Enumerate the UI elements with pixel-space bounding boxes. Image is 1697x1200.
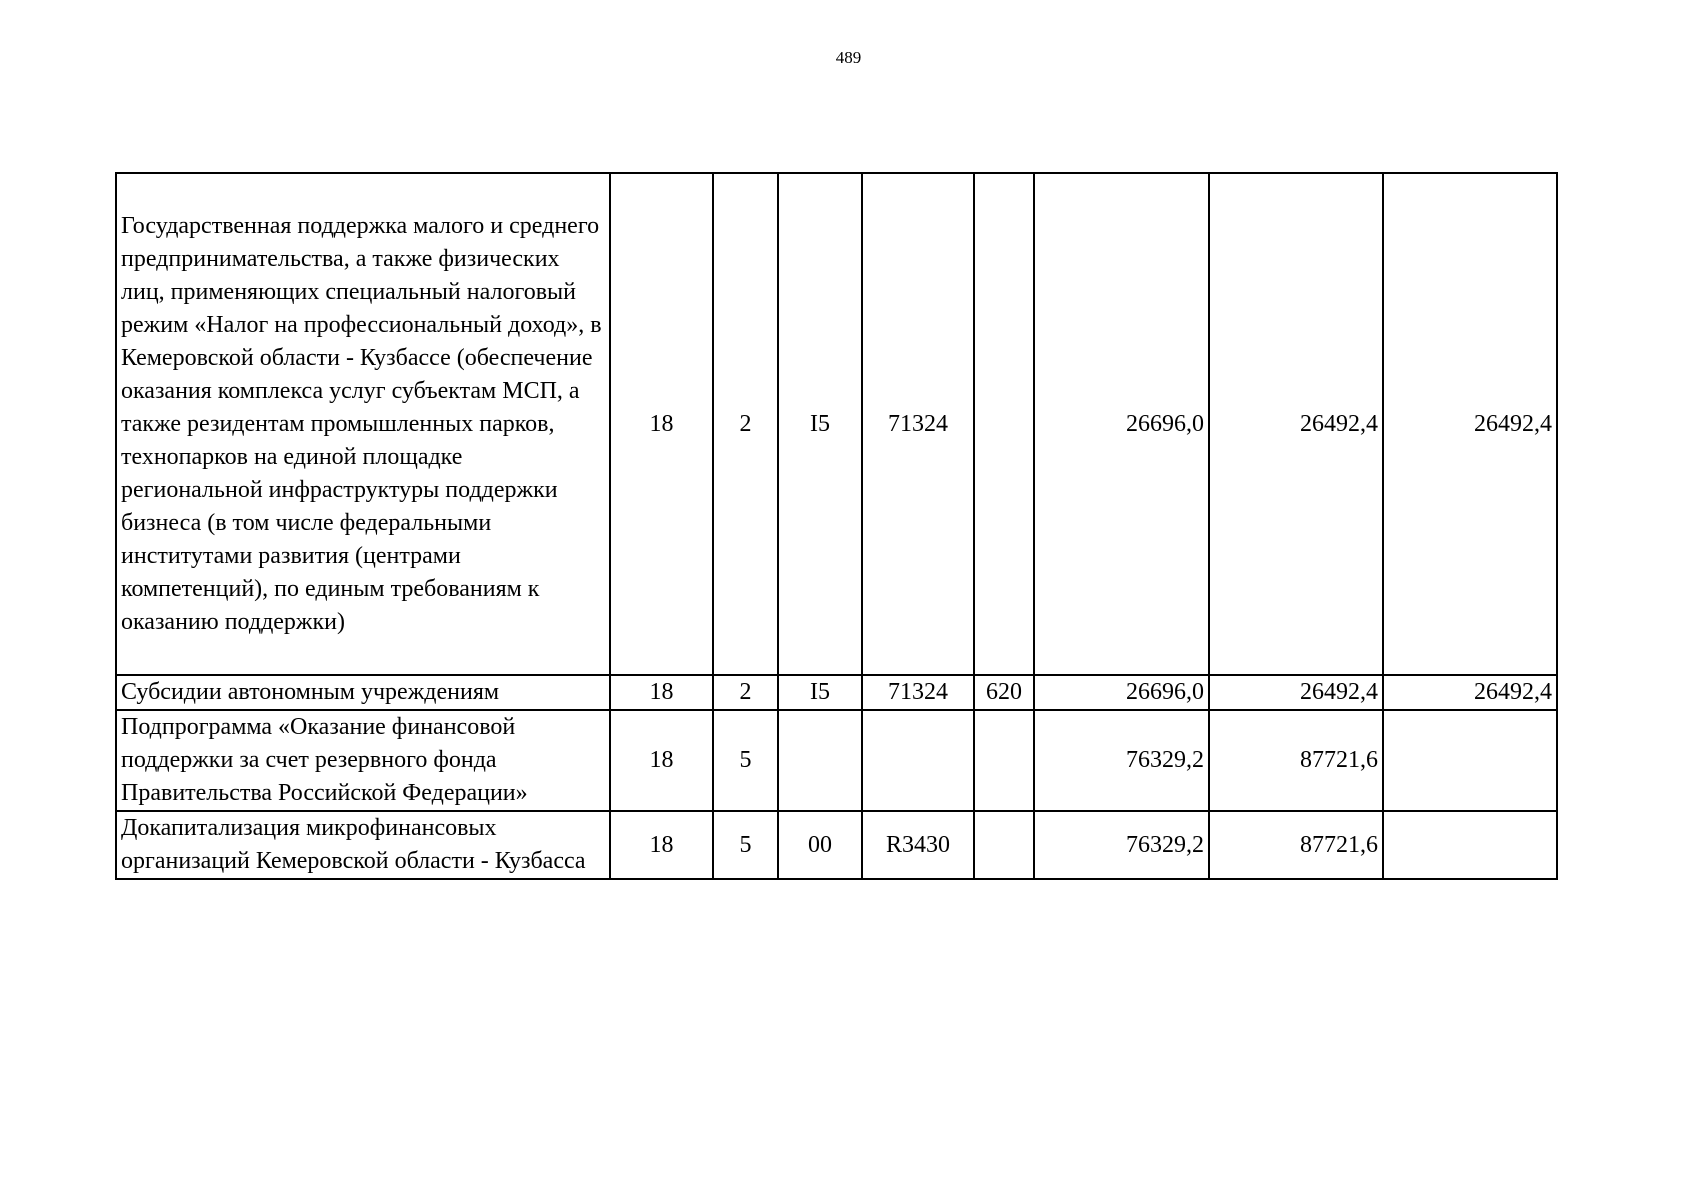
target-code-cell <box>862 710 974 811</box>
program-code-cell: I5 <box>778 173 862 675</box>
program-code-cell: 00 <box>778 811 862 879</box>
subsection-code-cell: 5 <box>713 710 778 811</box>
target-code-cell: 71324 <box>862 173 974 675</box>
amount-3-cell: 26492,4 <box>1383 173 1557 675</box>
section-code-cell: 18 <box>610 173 713 675</box>
section-code-cell: 18 <box>610 675 713 710</box>
row-name-cell: Докапитализация микрофинансовых организаций Кемеровской области - Кузбасса <box>116 811 610 879</box>
expense-type-cell: 620 <box>974 675 1034 710</box>
table-row <box>116 710 1557 811</box>
expense-type-cell <box>974 811 1034 879</box>
table-row <box>116 811 1557 879</box>
program-code-cell: I5 <box>778 675 862 710</box>
row-name-cell: Субсидии автономным учреждениям <box>116 675 610 710</box>
row-name-text: Государственная поддержка малого и среднего предпринимательства, а также физических лиц, применяющих специальный налоговый режим «Налог на профессиональный доход», в Кемеровской области - Кузбассе (обеспечение оказания комплекса услуг субъектам МСП, а также резидентам промышленных парков, технопарков на единой площадке региональной инфраструктуры поддержки бизнеса (в том числе федеральными институтами развития (центрами компетенций), по единым требованиям к оказанию поддержки) <box>121 212 602 635</box>
program-code-cell <box>778 710 862 811</box>
section-code-cell: 18 <box>610 811 713 879</box>
amount-1-cell: 76329,2 <box>1034 811 1209 879</box>
expense-type-cell <box>974 710 1034 811</box>
expense-type-cell <box>974 173 1034 675</box>
amount-3-cell <box>1383 811 1557 879</box>
budget-table <box>115 172 1558 880</box>
amount-1-cell: 26696,0 <box>1034 675 1209 710</box>
table-row <box>116 173 1557 675</box>
amount-2-cell: 26492,4 <box>1209 675 1383 710</box>
amount-3-cell: 26492,4 <box>1383 675 1557 710</box>
amount-2-cell: 87721,6 <box>1209 811 1383 879</box>
amount-2-cell: 26492,4 <box>1209 173 1383 675</box>
page-number: 489 <box>835 48 862 67</box>
amount-1-cell: 76329,2 <box>1034 710 1209 811</box>
amount-2-cell: 87721,6 <box>1209 710 1383 811</box>
table-row <box>116 675 1557 710</box>
section-code-cell: 18 <box>610 710 713 811</box>
amount-1-cell: 26696,0 <box>1034 173 1209 675</box>
amount-3-cell <box>1383 710 1557 811</box>
subsection-code-cell: 2 <box>713 173 778 675</box>
target-code-cell: 71324 <box>862 675 974 710</box>
subsection-code-cell: 2 <box>713 675 778 710</box>
row-name-cell <box>116 173 610 675</box>
target-code-cell: R3430 <box>862 811 974 879</box>
row-name-cell: Подпрограмма «Оказание финансовой поддержки за счет резервного фонда Правительства Российской Федерации» <box>116 710 610 811</box>
subsection-code-cell: 5 <box>713 811 778 879</box>
